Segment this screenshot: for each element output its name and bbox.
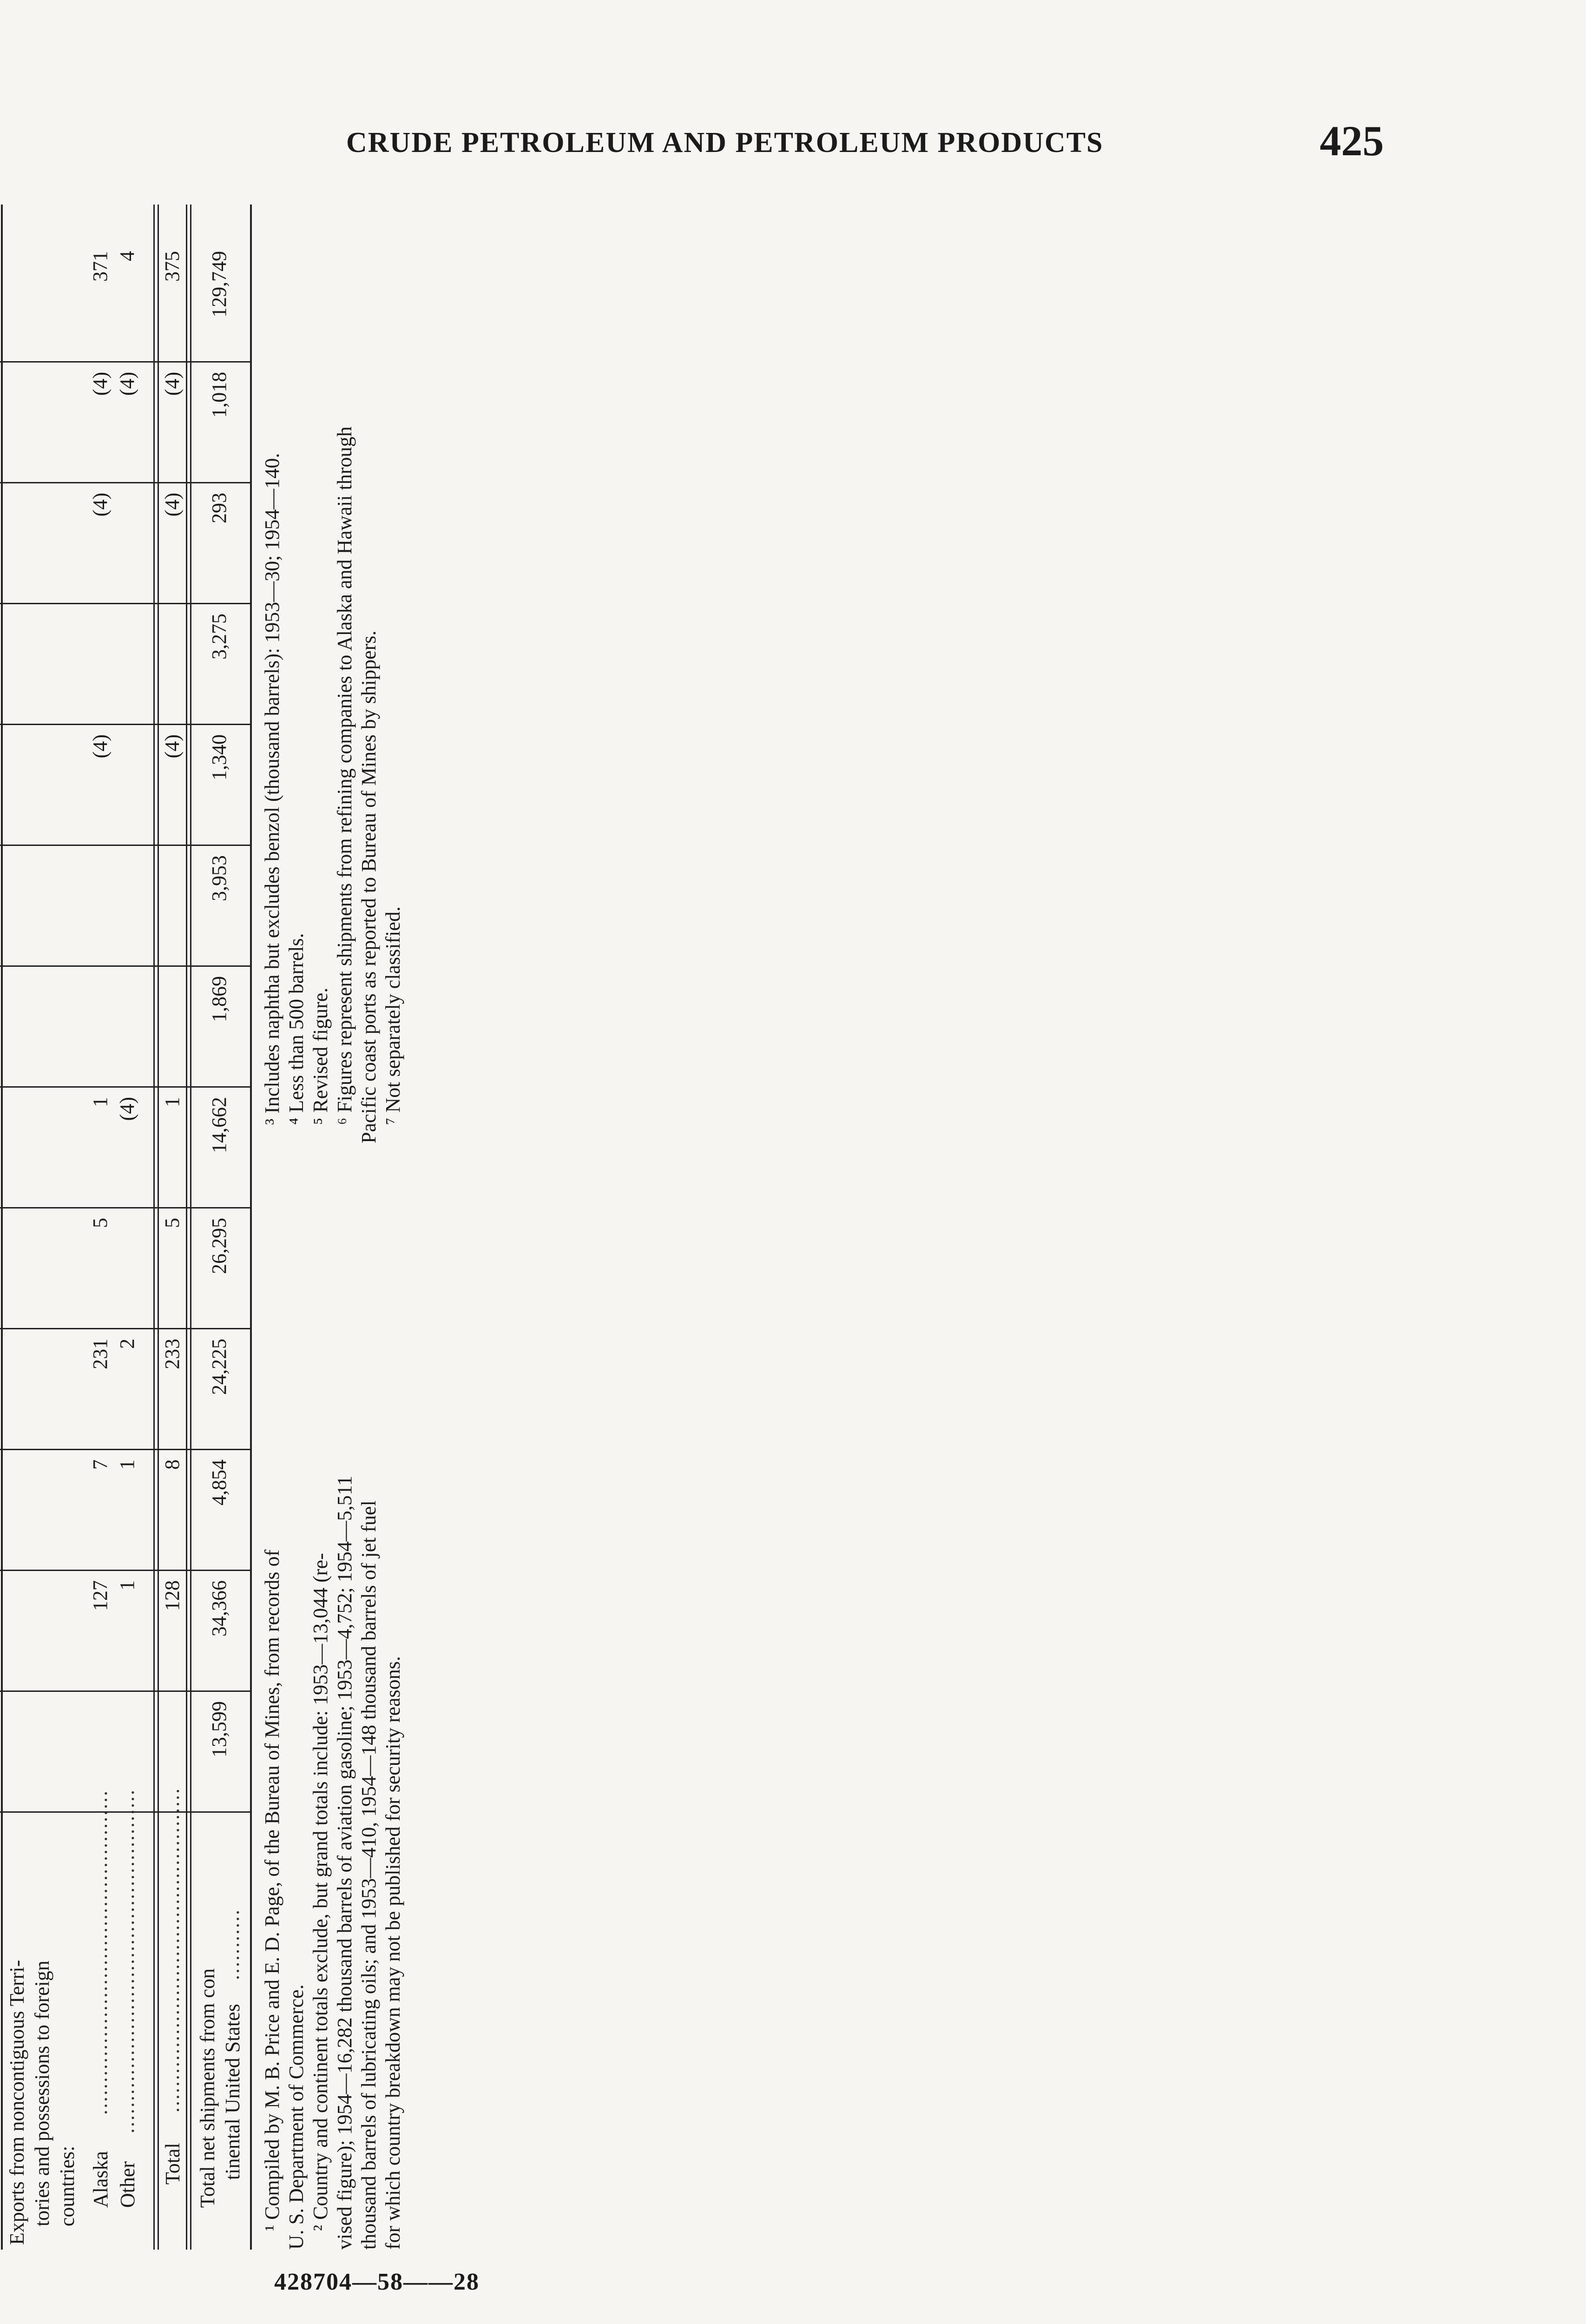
footnote-6: ⁶ Figures represent shipments from refining companies to Alaska and Hawaii through [333, 426, 356, 1125]
col-sep [0, 1570, 251, 1571]
cell: 13,599 [208, 1701, 230, 1757]
footnotes-left [260, 1208, 405, 2250]
col-sep [0, 1207, 251, 1208]
cell: 1 [116, 1459, 138, 1470]
cell: 3,953 [208, 855, 230, 901]
footnote-5: ⁵ Revised figure. [309, 987, 332, 1125]
cell: 34,366 [208, 1580, 230, 1637]
row-label-alaska: Alaska [89, 2151, 112, 2208]
footnotes-right [260, 214, 405, 1143]
col-sep [0, 1086, 251, 1088]
page-number: 425 [1320, 117, 1384, 165]
footnote-3: ³ Includes naphtha but excludes benzol (thousand barrels): 1953—30; 1954—140. [261, 453, 283, 1125]
col-sep [0, 1449, 251, 1450]
col-sep [0, 965, 251, 967]
cell: (4) [89, 493, 112, 517]
section-heading-line-1: Exports from noncontiguous Terri- [6, 1960, 28, 2245]
cell: (4) [89, 372, 112, 396]
cell: (4) [116, 1097, 138, 1121]
row-label-net-shipments: Total net shipments from con [196, 1968, 219, 2208]
printer-mark: 428704—58——28 [274, 2269, 480, 2295]
row-label-other: Other [116, 2161, 139, 2208]
cell: 231 [89, 1339, 112, 1369]
cell: 1 [161, 1097, 184, 1107]
cell: 7 [89, 1459, 112, 1470]
cell: 24,225 [208, 1339, 230, 1395]
footnote-2-cont: vised figure); 1954—16,282 thousand barrels of aviation gasoline; 1953—4,752; 1954—5,511 [333, 1475, 356, 2250]
cell: 5 [161, 1218, 184, 1228]
col-sep [0, 482, 251, 483]
cell: (4) [161, 493, 184, 517]
cell: 8 [161, 1459, 184, 1470]
leader-dots: .................................................. [161, 1787, 184, 2113]
col-sep [0, 845, 251, 846]
cell: 5 [89, 1218, 112, 1228]
col-sep [0, 1690, 251, 1692]
rotated-table-block [0, 205, 511, 2250]
table-top-rule [1, 205, 3, 2250]
row-label-net-shipments-cont: tinental United States [221, 2004, 244, 2180]
footnote-2-cont: thousand barrels of lubricating oils; and 1953—410, 1954—148 thousand barrels of jet fuel [357, 1500, 380, 2250]
cell: 371 [89, 251, 112, 282]
leader-dots: ........... [221, 1908, 243, 1980]
cell: 26,295 [208, 1218, 230, 1274]
cell: 128 [161, 1580, 184, 1611]
footnote-1: ¹ Compiled by M. B. Price and E. D. Page, of the Bureau of Mines, from records of [261, 1549, 283, 2231]
cell: 1,018 [208, 372, 230, 418]
footnote-4: ⁴ Less than 500 barrels. [285, 933, 308, 1125]
cell: 3,275 [208, 614, 230, 660]
table-double-rule-1 [153, 205, 159, 2250]
footnote-1-cont: U. S. Department of Commerce. [285, 1984, 308, 2250]
cell: 1,340 [208, 734, 230, 780]
col-sep [0, 1328, 251, 1329]
section-heading-line-3: countries: [56, 2146, 79, 2226]
col-sep [0, 603, 251, 604]
cell: 2 [116, 1339, 138, 1349]
footnote-2-cont: for which country breakdown may not be published for security reasons. [382, 1656, 404, 2250]
cell: 127 [89, 1580, 112, 1611]
col-sep [0, 1811, 251, 1813]
cell: 1 [116, 1580, 138, 1591]
cell: (4) [161, 372, 184, 396]
cell: (4) [89, 734, 112, 759]
col-sep [0, 724, 251, 725]
table-double-rule-2 [186, 205, 191, 2250]
cell: 293 [208, 493, 230, 523]
cell: 1,869 [208, 976, 230, 1022]
cell: (4) [116, 372, 138, 396]
table-bottom-rule [250, 205, 252, 2250]
leader-dots: .................................................. [89, 1789, 112, 2115]
section-heading-line-2: tories and possessions to foreign [31, 1961, 53, 2226]
cell: (4) [161, 734, 184, 759]
footnote-7: ⁷ Not separately classified. [382, 906, 404, 1125]
cell: 1 [89, 1097, 112, 1107]
cell: 4 [116, 251, 138, 261]
page-header [0, 116, 1586, 172]
cell: 375 [161, 251, 184, 282]
cell: 4,854 [208, 1459, 230, 1505]
cell: 233 [161, 1339, 184, 1369]
running-title: CRUDE PETROLEUM AND PETROLEUM PRODUCTS [346, 127, 1104, 158]
col-sep [0, 361, 251, 363]
footnote-6-cont: Pacific coast ports as reported to Bureau of Mines by shippers. [357, 630, 380, 1143]
leader-dots: ..................................................... [116, 1789, 138, 2133]
row-label-total: Total [161, 2143, 184, 2185]
footnote-2: ² Country and continent totals exclude, but grand totals include: 1953—13,044 (re- [309, 1553, 332, 2231]
data-table [0, 205, 251, 2250]
cell: 129,749 [208, 251, 230, 317]
cell: 14,662 [208, 1097, 230, 1153]
